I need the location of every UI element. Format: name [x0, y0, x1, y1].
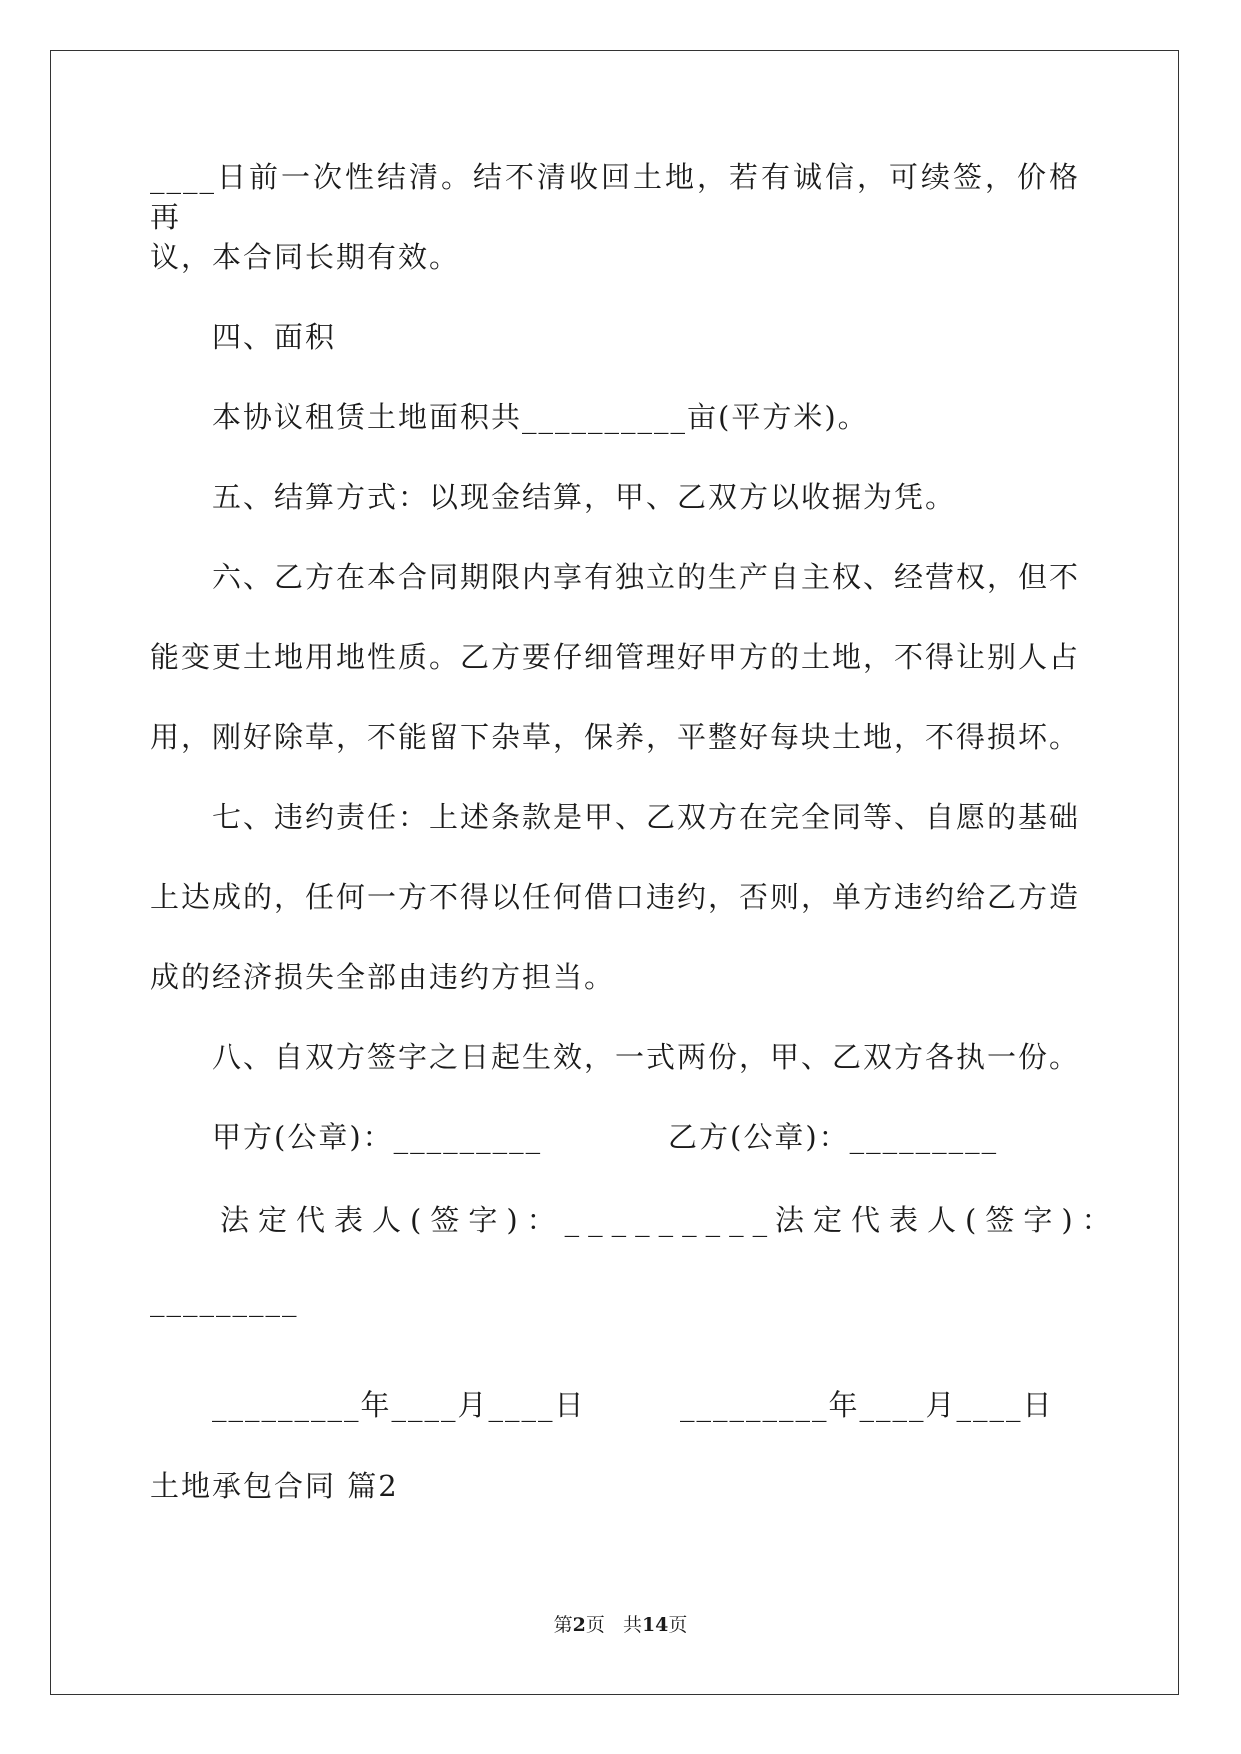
- footer-suffix: 页: [668, 1614, 688, 1636]
- footer-prefix: 第: [553, 1614, 573, 1636]
- page-frame: [50, 50, 1179, 1695]
- footer-mid: 页 共: [585, 1614, 642, 1636]
- paragraph-line: 成的经济损失全部由违约方担当。: [150, 960, 616, 994]
- page-footer: [0, 1612, 1241, 1638]
- next-section-title: 土地承包合同 篇2: [150, 1469, 399, 1503]
- party-a-seal: 甲方(公章)：_________: [212, 1120, 543, 1154]
- paragraph-line: 六、乙方在本合同期限内享有独立的生产自主权、经营权，但不: [212, 560, 1081, 594]
- paragraph-line: 本协议租赁土地面积共__________亩(平方米)。: [212, 400, 869, 434]
- footer-page-total: 14: [641, 1614, 669, 1636]
- party-a-date: _________年____月____日: [212, 1388, 586, 1422]
- party-b-seal: 乙方(公章)：_________: [668, 1120, 999, 1154]
- paragraph-line: 五、结算方式：以现金结算，甲、乙双方以收据为凭。: [212, 480, 957, 514]
- section-heading: 四、面积: [212, 320, 337, 354]
- party-b-date: _________年____月____日: [680, 1388, 1054, 1422]
- party-b-representative: 法定代表人(签字)：: [775, 1203, 1120, 1237]
- footer-page-number: 2: [572, 1614, 586, 1636]
- paragraph-line: 八、自双方签字之日起生效，一式两份，甲、乙双方各执一份。: [212, 1040, 1081, 1074]
- paragraph-line: ____日前一次性结清。结不清收回土地，若有诚信，可续签，价格再: [150, 160, 1080, 234]
- paragraph-line: 上达成的，任何一方不得以任何借口违约，否则，单方违约给乙方造: [150, 880, 1081, 914]
- paragraph-line: 能变更土地用地性质。乙方要仔细管理好甲方的土地，不得让别人占: [150, 640, 1081, 674]
- party-b-representative-blank: _________: [150, 1283, 299, 1317]
- paragraph-line: 七、违约责任：上述条款是甲、乙双方在完全同等、自愿的基础: [212, 800, 1081, 834]
- paragraph-line: 议，本合同长期有效。: [150, 240, 461, 274]
- party-a-representative: 法定代表人(签字)：_________: [220, 1203, 777, 1237]
- paragraph-line: 用，刚好除草，不能留下杂草，保养，平整好每块土地，不得损坏。: [150, 720, 1081, 754]
